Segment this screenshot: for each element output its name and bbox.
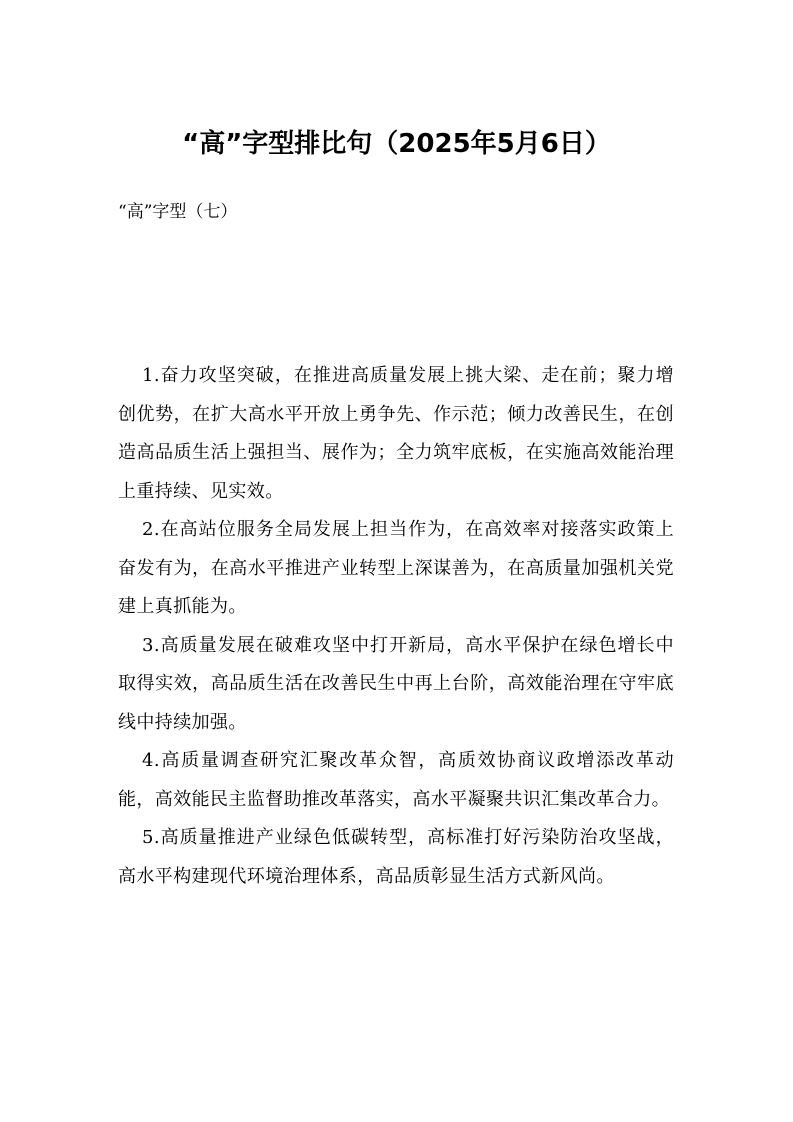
document-subtitle: “高”字型（七） (118, 202, 238, 222)
document-title: “高”字型排比句（2025年5月6日） (182, 129, 611, 159)
paragraph-4: 4.高质量调查研究汇聚改革众智，高质效协商议政增添改革动能，高效能民主监督助推改革落实，高水平凝聚共识汇集改革合力。 (118, 750, 674, 810)
paragraph-5: 5.高质量推进产业绿色低碳转型，高标准打好污染防治攻坚战，高水平构建现代环境治理体系，高品质彰显生活方式新风尚。 (118, 827, 674, 887)
paragraph-2: 2.在高站位服务全局发展上担当作为，在高效率对接落实政策上奋发有为，在高水平推进产业转型上深谋善为，在高质量加强机关党建上真抓能为。 (118, 519, 674, 617)
paragraph-1: 1.奋力攻坚突破，在推进高质量发展上挑大梁、走在前；聚力增创优势，在扩大高水平开放上勇争先、作示范；倾力改善民生，在创造高品质生活上强担当、展作为；全力筑牢底板，在实施高效能治理上重持续、见实效。 (118, 365, 674, 502)
document-body (118, 357, 674, 896)
paragraph-3: 3.高质量发展在破难攻坚中打开新局，高水平保护在绿色增长中取得实效，高品质生活在改善民生中再上台阶，高效能治理在守牢底线中持续加强。 (118, 634, 674, 733)
